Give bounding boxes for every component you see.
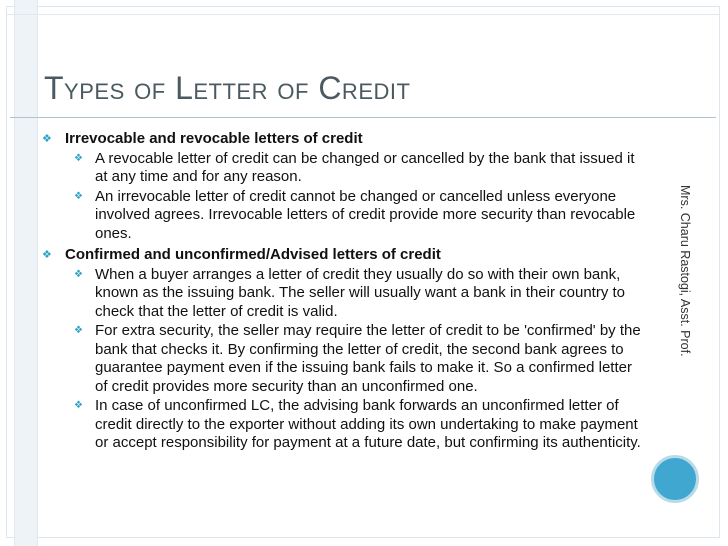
diamond-bullet-icon: ❖	[42, 133, 52, 145]
section-heading-confirmed	[42, 246, 642, 265]
diamond-bullet-icon: ❖	[42, 249, 52, 261]
diamond-bullet-icon: ❖	[74, 152, 83, 164]
list-item	[42, 150, 642, 187]
list-item-text: A revocable letter of credit can be changed or cancelled by the bank that issued it at any time and for any reason.	[95, 149, 635, 185]
list-item-text: When a buyer arranges a letter of credit they usually do so with their own bank, known as the issuing bank. The seller will usually want a bank in their country to check that the letter of credit is valid.	[95, 265, 626, 320]
top-decorative-line	[6, 14, 720, 15]
diamond-bullet-icon: ❖	[74, 400, 83, 411]
title-divider	[10, 117, 716, 118]
list-item-text: In case of unconfirmed LC, the advising bank forwards an unconfirmed letter of credit directly to the exporter without adding its own undertaking to make payment or accept responsibility for payment at a future date, but confirming its authenticity.	[95, 397, 641, 451]
list-item	[42, 188, 642, 244]
slide-content	[42, 127, 642, 453]
slide-title: Types of Letter of Credit	[44, 70, 411, 106]
section-heading-text: Confirmed and unconfirmed/Advised letters of credit	[65, 246, 441, 263]
author-credit: Mrs. Charu Rastogi, Asst. Prof.	[678, 185, 692, 357]
decorative-circle	[651, 455, 699, 503]
diamond-bullet-icon: ❖	[74, 190, 83, 202]
section-heading-revocable	[42, 130, 642, 149]
list-item-text: An irrevocable letter of credit cannot be changed or cancelled unless everyone involved agrees. Irrevocable letters of credit provide more security than revocable ones.	[95, 187, 636, 242]
diamond-bullet-icon: ❖	[74, 268, 83, 280]
section-heading-text: Irrevocable and revocable letters of credit	[65, 130, 363, 147]
list-item	[42, 397, 642, 453]
left-decorative-band	[14, 0, 38, 546]
list-item	[42, 322, 642, 396]
diamond-bullet-icon: ❖	[74, 325, 83, 336]
list-item	[42, 266, 642, 322]
list-item-text: For extra security, the seller may require the letter of credit to be 'confirmed' by the bank that checks it. By confirming the letter of credit, the second bank agrees to guarantee payment even if the issuing bank fails to make it. So a confirmed letter of credit provides more security than an unconfirmed one.	[95, 322, 641, 395]
